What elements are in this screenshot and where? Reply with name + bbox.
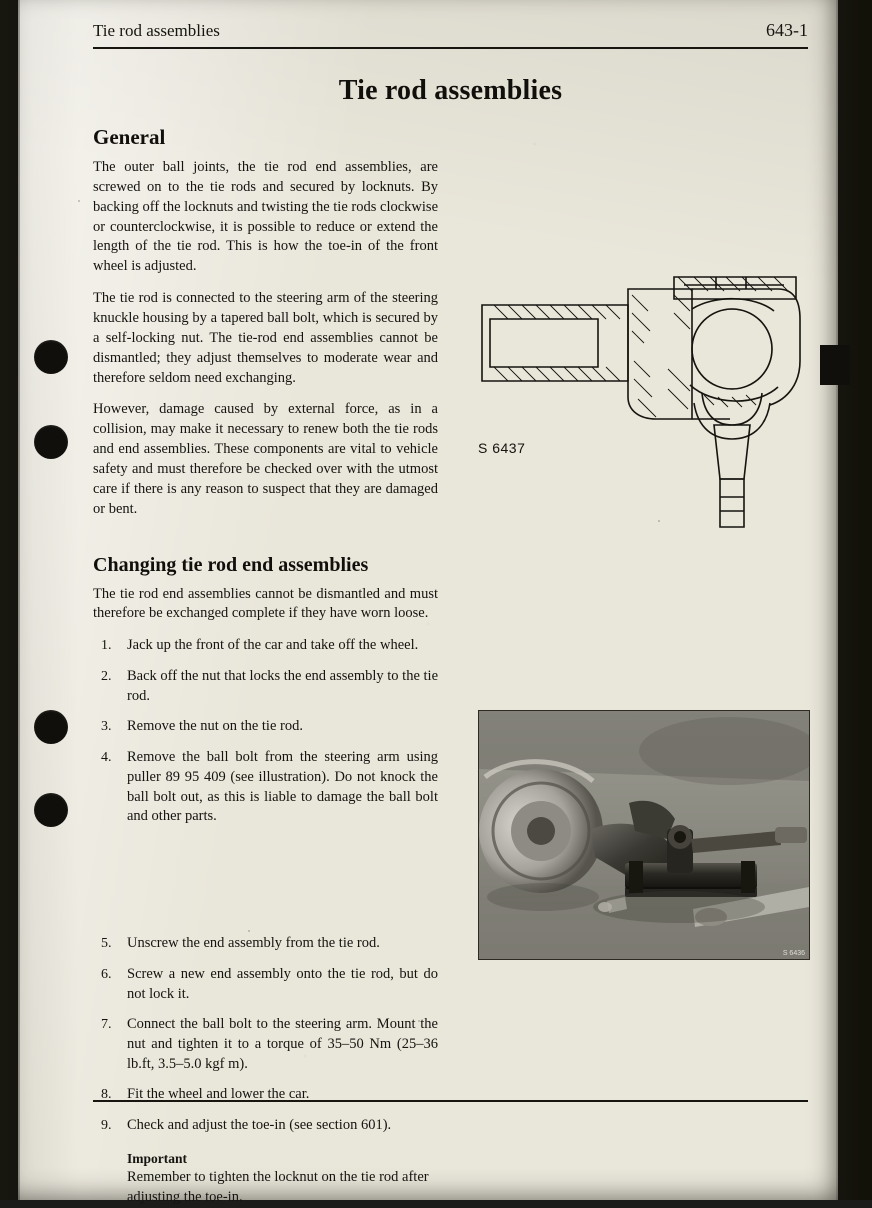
step-text: Remove the nut on the tie rod. xyxy=(127,718,303,735)
page-title: Tie rod assemblies xyxy=(338,75,563,106)
figure-caption: S 6437 xyxy=(478,440,526,456)
left-edge-shadow xyxy=(0,0,20,1200)
footer-rule xyxy=(93,1100,808,1102)
list-item xyxy=(93,1116,438,1136)
step-number: 9. xyxy=(101,1118,112,1134)
list-item xyxy=(93,965,438,1004)
paper-speck xyxy=(78,200,80,202)
step-text: Remove the ball bolt from the steering arm using puller 89 95 409 (see illustration). Do not knock the ball bolt out, as this is liable to damage the ball bolt and other parts. xyxy=(127,749,438,825)
running-head xyxy=(93,20,808,41)
list-item xyxy=(93,717,438,737)
list-item xyxy=(93,1015,438,1074)
step-number: 2. xyxy=(101,669,112,685)
page-number: 643-1 xyxy=(766,20,808,40)
step-text: Jack up the front of the car and take off the wheel. xyxy=(127,637,419,654)
paper-speck xyxy=(658,520,660,522)
step-text: Check and adjust the toe-in (see section 601). xyxy=(127,1117,392,1134)
figure-gap-spacer xyxy=(93,838,438,924)
procedure-step-list-continued xyxy=(93,934,438,1136)
column-layout xyxy=(93,125,808,1208)
list-item xyxy=(93,748,438,827)
step-number: 6. xyxy=(101,966,112,982)
important-text: Remember to tighten the locknut on the tie rod after adjusting the toe-in. xyxy=(127,1169,429,1205)
section-heading-general: General xyxy=(93,125,166,149)
header-rule xyxy=(93,47,808,49)
step-number: 5. xyxy=(101,936,112,952)
right-edge-shadow xyxy=(836,0,872,1200)
section-heading-changing: Changing tie rod end assemblies xyxy=(93,553,369,576)
binder-hole xyxy=(34,793,68,827)
list-item xyxy=(93,934,438,954)
page-content xyxy=(93,20,808,1205)
paragraph: The outer ball joints, the tie rod end assemblies, are screwed on to the tie rods and secured by locknuts. By backing off the locknuts and twisting the tie rods clockwise or counterclockwise, it is possible to reduce or extend the length of the tie rod. This is how the toe-in of the front wheel is adjusted. xyxy=(93,159,438,275)
running-head-title: Tie rod assemblies xyxy=(93,21,220,40)
procedure-step-list xyxy=(93,636,438,827)
paragraph: The tie rod is connected to the steering arm of the steering knuckle housing by a tapered ball bolt, which is secured by a self-locking nut. The tie-rod end assemblies cannot be dismantled; they adjust themselves to moderate wear and therefore seldom need exchanging. xyxy=(93,290,438,386)
step-number: 1. xyxy=(101,638,112,654)
paragraph: However, damage caused by external force, as in a collision, may make it necessary to renew both the tie rods and end assemblies. These components are vital to vehicle safety and must therefore be checked over with the utmost care if there is any reason to suspect that they are damaged or bent. xyxy=(93,401,438,517)
binder-hole xyxy=(34,340,68,374)
section-drawing-svg xyxy=(478,265,808,545)
step-text: Unscrew the end assembly from the tie rod. xyxy=(127,935,380,952)
binder-hole xyxy=(34,425,68,459)
list-item xyxy=(93,667,438,706)
binder-hole xyxy=(34,710,68,744)
important-note xyxy=(93,1150,438,1208)
step-number: 3. xyxy=(101,719,112,735)
step-number: 8. xyxy=(101,1087,112,1103)
ball-joint-puller-photo xyxy=(478,710,810,960)
step-number: 7. xyxy=(101,1017,112,1033)
step-text: Connect the ball bolt to the steering arm. Mount the nut and tighten it to a torque of 35–50 Nm (25–36 lb.ft, 3.5–5.0 kgf m). xyxy=(127,1016,438,1072)
paragraph: The tie rod end assemblies cannot be dismantled and must therefore be exchanged complete if they have worn loose. xyxy=(93,585,438,622)
photo-image xyxy=(479,711,809,959)
photo-svg xyxy=(479,711,809,959)
step-text: Back off the nut that locks the end assembly to the tie rod. xyxy=(127,668,439,704)
important-label: Important xyxy=(127,1150,187,1166)
step-text: Screw a new end assembly onto the tie rod, but do not lock it. xyxy=(127,965,438,1002)
list-item xyxy=(93,1085,438,1105)
text-column xyxy=(93,125,438,1208)
tie-rod-end-section-drawing xyxy=(478,265,808,545)
edge-marker-tab xyxy=(820,345,850,385)
step-number: 4. xyxy=(101,750,112,766)
list-item xyxy=(93,636,438,656)
paper-speck xyxy=(418,1020,420,1022)
paper-sheet xyxy=(18,0,838,1205)
step-text: Fit the wheel and lower the car. xyxy=(127,1086,310,1103)
photo-reference-code: S 6436 xyxy=(782,950,805,957)
paper-speck xyxy=(248,930,250,932)
